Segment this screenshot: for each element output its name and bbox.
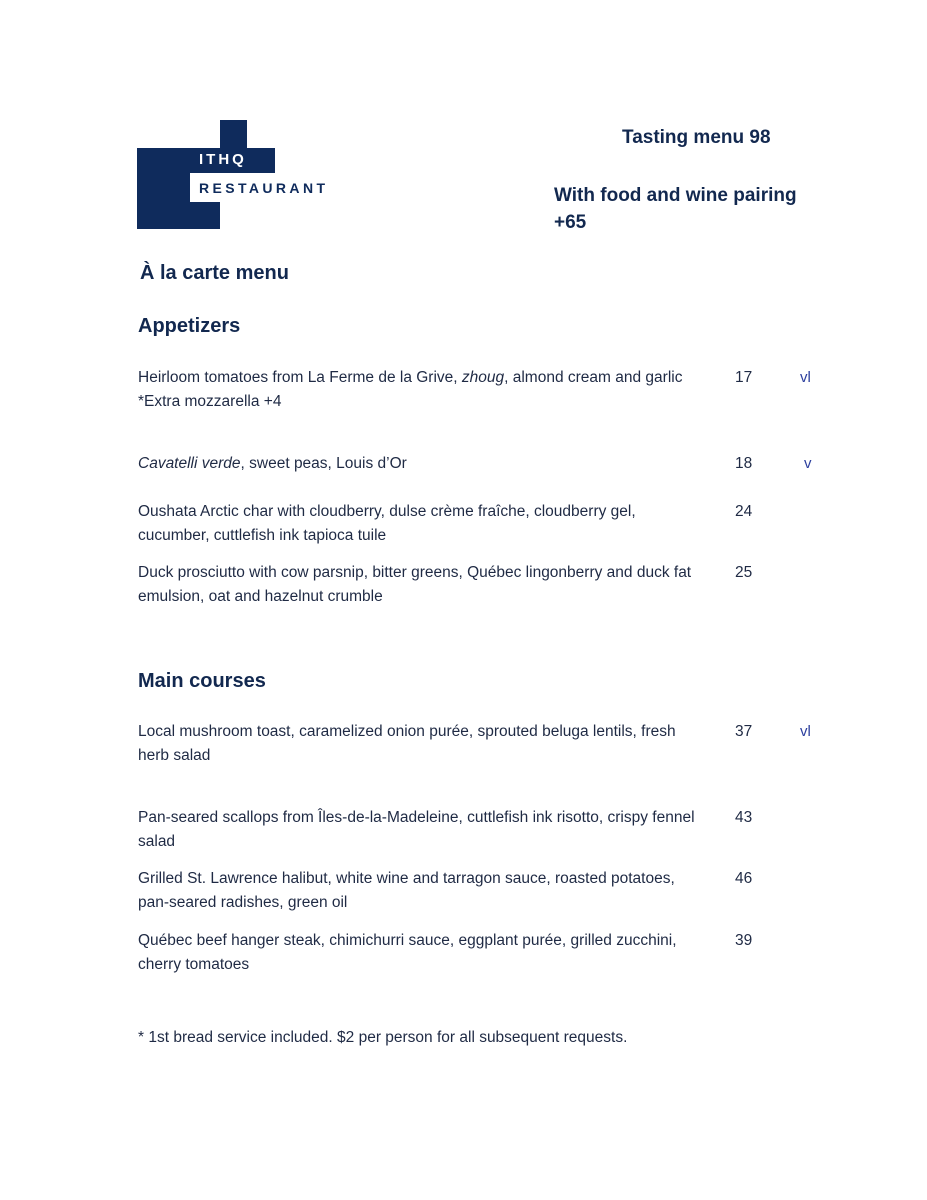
wine-pairing-label: With food and wine pairing (554, 185, 797, 206)
diet-tag: vl (800, 369, 811, 386)
a-la-carte-title: À la carte menu (140, 262, 289, 284)
item-price: 24 (735, 503, 753, 520)
wine-pairing-price: +65 (554, 212, 587, 233)
logo-restaurant-text: RESTAURANT (199, 180, 329, 196)
item-price: 25 (735, 564, 753, 581)
item-price: 43 (735, 809, 753, 826)
item-extra: *Extra mozzarella +4 (138, 393, 282, 410)
menu-item: Grilled St. Lawrence halibut, white wine and tarragon sauce, roasted potatoes, pan-seared radishes, green oil (138, 870, 675, 911)
menu-item: Pan-seared scallops from Îles-de-la-Madeleine, cuttlefish ink risotto, crispy fennel salad (138, 809, 695, 850)
item-text: , almond cream and garlic (504, 369, 683, 386)
item-text: , sweet peas, Louis d’Or (240, 455, 407, 472)
menu-item: Oushata Arctic char with cloudberry, dulse crème fraîche, cloudberry gel, cucumber, cuttlefish ink tapioca tuile (138, 503, 636, 544)
menu-item (138, 452, 708, 476)
item-text-italic: zhoug (461, 369, 505, 386)
item-price: 37 (735, 723, 753, 740)
restaurant-logo (137, 120, 372, 230)
logo-ithq-text: ITHQ (199, 151, 247, 168)
diet-tag: v (804, 455, 812, 472)
appetizers-heading: Appetizers (138, 315, 241, 337)
logo-block-top (220, 120, 247, 150)
wine-pairing (554, 182, 854, 236)
menu-item: Québec beef hanger steak, chimichurri sauce, eggplant purée, grilled zucchini, cherry tomatoes (138, 932, 677, 973)
tasting-menu-price: Tasting menu 98 (622, 127, 771, 148)
menu-item: Duck prosciutto with cow parsnip, bitter greens, Québec lingonberry and duck fat emulsion, oat and hazelnut crumble (138, 564, 692, 605)
item-price: 17 (735, 369, 753, 386)
item-text: Heirloom tomatoes from La Ferme de la Grive, (138, 369, 462, 386)
item-price: 39 (735, 932, 753, 949)
item-text-italic: Cavatelli verde (138, 455, 241, 472)
menu-item: Local mushroom toast, caramelized onion purée, sprouted beluga lentils, fresh herb salad (138, 723, 676, 764)
item-price: 46 (735, 870, 753, 887)
diet-tag: vl (800, 723, 811, 740)
main-courses-heading: Main courses (138, 670, 266, 692)
bread-service-footnote: * 1st bread service included. $2 per person for all subsequent requests. (138, 1029, 628, 1046)
item-price: 18 (735, 455, 753, 472)
menu-item (138, 366, 708, 414)
